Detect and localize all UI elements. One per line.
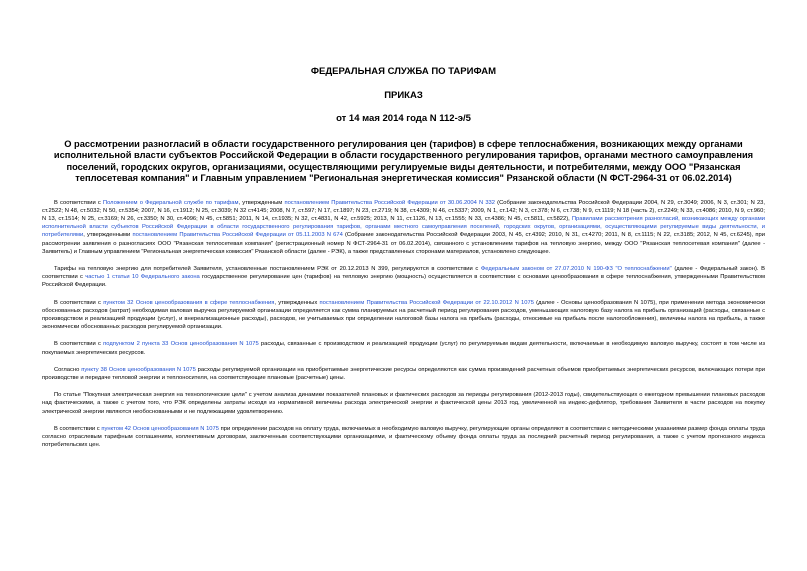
agency-heading: ФЕДЕРАЛЬНАЯ СЛУЖБА ПО ТАРИФАМ: [310, 66, 497, 77]
paragraph-text: Согласно: [54, 366, 82, 373]
body-paragraph: [42, 265, 765, 290]
body-paragraph: [42, 366, 765, 382]
paragraph-text: (далее - Основы ценообразования N 1075), при применении метода экономически обоснованных расходов (затрат) необходимая валовая выручка регулируемой организации определяется как сумма планируемых на расчетный период регулирования расходов, уменьшающих налоговую базу налога на прибыль организаций (расходы, связанные с производством и реализацией продукции (услуг), и внереализационные расходы), расходов, не учитываемых при определении налоговой базы налога на прибыль (расходы, относимые на прибыль после налогообложения), величины налога на прибыль, а также экономически обоснованных расходов регулируемой организации.: [42, 299, 766, 331]
paragraph-text: По статье "Покупная электрическая энергия на технологические цели" с учетом анализа динамики показателей плановых и фактических расходов за периоды регулирования (2012-2013 годы), свидетельствующих о ежегодном превышении плановых расходов над фактическими, а также с учетом того, что РЭК определены затраты исходя из нормативной величины расхода электрической энергии и фактической цены 2013 год, увеличенной на индекс-дефлятор, требования Заявителя в части расходов на покупку электрической энергии являются необоснованными и не подлежащими удовлетворению.: [42, 392, 765, 415]
legal-reference-link[interactable]: постановлением Правительства Российской Федерации от 22.10.2012 N 1075: [319, 299, 534, 306]
legal-reference-link[interactable]: подпунктом 2 пункта 33 Основ ценообразования N 1075: [103, 341, 259, 348]
document-type-heading: ПРИКАЗ: [384, 90, 423, 101]
legal-reference-link[interactable]: постановлением Правительства Российской Федерации от 30.06.2004 N 332: [284, 199, 496, 206]
paragraph-text: В соответствии с: [54, 341, 104, 348]
body-paragraph: [42, 199, 765, 256]
body-paragraph: [42, 391, 765, 416]
paragraph-text: В соответствии с: [54, 425, 102, 432]
legal-reference-link[interactable]: пунктом 42 Основ ценообразования N 1075: [101, 425, 219, 432]
document-title: О рассмотрении разногласий в области государственного регулирования цен (тарифов) в сфере теплоснабжения, возникающих между органами исполнительной власти субъектов Российской Федерации в области государственного регулирования тарифов, органами местного самоуправления поселений, городских округов, организациями, осуществляющими регулируемые виды деятельности, и потребителями, между ООО "Рязанская теплосетевая компания" и Главным управлением "Региональная энергетическая комиссия" Рязанской области (N ФСТ-2964-31 от 06.02.2014): [53, 139, 754, 184]
paragraph-text: (далее - Федеральный закон). В соответствии с: [42, 266, 765, 281]
paragraph-text: В соответствии с: [54, 299, 104, 306]
paragraph-text: государственное регулирование цен (тарифов) на тепловую энергию (мощность) осуществляется в соответствии с основами ценообразования в сфере теплоснабжения, утвержденными Правительством Российской Федерации.: [42, 274, 765, 289]
legal-reference-link[interactable]: пунктом 32 Основ ценообразования в сфере теплоснабжения: [103, 299, 275, 306]
legal-reference-link[interactable]: Правилами рассмотрения разногласий, возникающих между органами исполнительной власти субъектов Российской Федерации в области государственного регулирования тарифов, органами местного самоуправления поселений, городских округов, организациями, осуществляющими регулируемые виды деятельности, и потребителями: [42, 216, 765, 239]
document-body: [42, 199, 765, 450]
body-paragraph: [42, 340, 765, 356]
document-date-number: от 14 мая 2014 года N 112-э/5: [336, 113, 471, 124]
paragraph-text: , утвержденных: [274, 299, 320, 306]
legal-reference-link[interactable]: Положением о Федеральной службе по тарифам: [102, 199, 239, 206]
paragraph-text: , утвержденным: [238, 199, 285, 206]
paragraph-text: расходы, связанные с производством и реализацией продукции (услуг) по регулируемым видам деятельности, включаемые в необходимую валовую выручку, состоят в том числе из покупаемых энергетических ресурсов.: [42, 341, 765, 356]
legal-reference-link[interactable]: Федеральным законом от 27.07.2010 N 190-ФЗ "О теплоснабжении": [480, 266, 672, 273]
paragraph-text: Тарифы на тепловую энергию для потребителей Заявителя, установленные постановлением РЭК от 20.12.2013 N 399, регулируются в соответствии с: [54, 266, 481, 273]
legal-reference-link[interactable]: частью 1 статьи 10 Федерального закона: [85, 274, 200, 281]
paragraph-text: (Собрание законодательства Российской Федерации 2004, N 29, ст.3049; 2006, N 3, ст.301; N 23, ст.2522; N 48, ст.5032; N 50, ст.5354; 2007, N 16, ст.1912; N 25, ст.3039; N 32 ст4145; 2008, N 7, ст.597; N 17, ст.1897; N 23, ст.2719; N 38, ст.4309; N 46, ст.5337; 2009, N 1, ст.142; N 3, ст.378; N 6, ст.738; N 9, ст.1119; N 18 (часть 2), ст.2249; N 33, ст.4086; 2010, N 9, ст.960; N 13, ст.1514; N 25, ст.3169; N 26, ст.3350; N 30, ст.4096; N 45, ст.5851; 2011, N 14, ст.1935; N 32, ст.4831, N 42, ст.5925; 2013, N 11, ст.1126, N 13, ст.1555; N 33, ст.4386; N 45, ст.5811, ст.5822),: [42, 199, 766, 223]
paragraph-text: при определении расходов на оплату труда, включаемых в необходимую валовую выручку, регулирующие органы определяют в соответствии с методическими указаниями размер фонда оплаты труда согласно отраслевым тарифным соглашениям, коллективным договорам, заключенным соответствующими организациями, и фактическому объему фонда оплаты труда за последний расчетный период регулирования, а также с учетом прогнозного индекса потребительских цен.: [42, 425, 765, 449]
body-paragraph: [42, 299, 765, 332]
paragraph-text: (Собрание законодательства Российской Федерации 2003, N 45, ст.4392; 2010, N 31, ст.4270; 2011, N 8, ст.1115; N 22, ст.3185; 2012, N 45, ст.6245), при рассмотрении заявления о разногласиях ООО "Рязанская теплосетевая компания" (регистрационный номер N ФСТ-2964-31 от 06.02.2014), связанного с установлением тарифов на тепловую энергию, между ООО "Рязанская теплосетевая компания" (далее - Заявитель) и Главным управлением "Региональная энергетическая комиссия" Рязанской области (далее - РЭК), а также представленных сторонами материалов, установлено следующее.: [42, 232, 765, 255]
paragraph-text: , утвержденными: [83, 232, 133, 239]
paragraph-text: расходы регулируемой организации на приобретаемые энергетические ресурсы определяются как сумма произведений расчетных объемов приобретаемых энергетических ресурсов, включающих потери при производстве и передаче тепловой энергии и теплоносителя, на соответствующие плановые (расчетные) цены.: [42, 366, 765, 382]
paragraph-text: В соответствии с: [54, 199, 103, 206]
legal-reference-link[interactable]: постановлением Правительства Российской Федерации от 05.11.2003 N 674: [132, 232, 343, 239]
legal-reference-link[interactable]: пункту 38 Основ ценообразования N 1075: [81, 366, 196, 373]
body-paragraph: [42, 425, 765, 450]
